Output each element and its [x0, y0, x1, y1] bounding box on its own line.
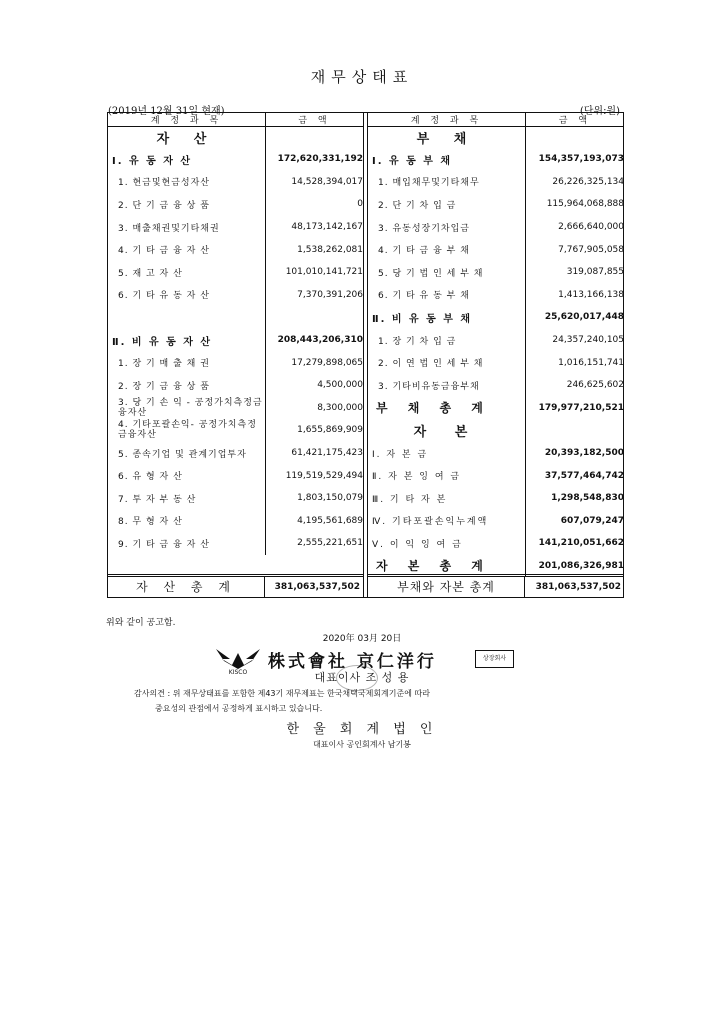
table-row [108, 284, 363, 307]
table-row [368, 442, 624, 465]
account-name: 4. 기 타 금 융 자 산 [108, 238, 266, 261]
table-row [108, 216, 363, 239]
liabilities-table [368, 113, 624, 577]
amount-value: 101,010,141,721 [285, 267, 363, 278]
svg-text:KISCO: KISCO [228, 669, 248, 675]
table-row [368, 374, 624, 397]
amount-value: 2,555,221,651 [297, 538, 363, 549]
notice-text: 위와 같이 공고함. [106, 618, 176, 628]
amount-value: 115,964,068,888 [546, 199, 624, 210]
amount-value [526, 419, 625, 442]
page-title: 재무상태표 [310, 68, 414, 86]
account-name: 7. 투 자 부 동 산 [108, 487, 266, 510]
amount-value: 246,625,602 [566, 380, 624, 391]
table-row [368, 238, 624, 261]
amount-value: 61,421,175,423 [291, 448, 363, 459]
account-name: Ⅱ. 비 유 동 자 산 [108, 329, 266, 352]
assets-total-label: 자 산 총 계 [108, 577, 265, 597]
amount-value: 1,538,262,081 [297, 244, 363, 255]
header-amount: 금 액 [526, 113, 625, 127]
account-name: 9. 기 타 금 융 자 산 [108, 532, 266, 555]
account-name: 3. 당 기 손 익 - 공정가치측정금융자산 [108, 397, 266, 420]
amount-value: 1,413,166,138 [558, 289, 624, 300]
amount-value: 208,443,206,310 [277, 335, 363, 346]
amount-value: 2,666,640,000 [558, 222, 624, 233]
table-row [108, 171, 363, 194]
account-name: 6. 기 타 유 동 자 산 [108, 284, 266, 307]
account-name: 4. 기 타 금 융 부 채 [368, 238, 526, 261]
amount-value: 25,620,017,448 [544, 312, 624, 323]
header-row [368, 113, 624, 127]
assets-column [108, 113, 364, 597]
subtotal-row [368, 397, 624, 420]
as-of-date: (2019년 12월 31일 현재) [108, 106, 225, 117]
table-row [108, 193, 363, 216]
table-row [108, 351, 363, 374]
account-name: 3. 매출채권및기타채권 [108, 216, 266, 239]
liabilities-equity-column [367, 113, 624, 597]
account-name: 2. 단 기 차 입 금 [368, 193, 526, 216]
table-row [108, 148, 363, 171]
header-amount: 금 액 [266, 113, 364, 127]
table-row [108, 487, 363, 510]
liabilities-equity-total-label: 부채와 자본 총계 [368, 577, 525, 597]
account-name [108, 306, 266, 329]
account-name: 1. 현금및현금성자산 [108, 171, 266, 194]
table-row [108, 510, 363, 533]
auditor-firm: 한 울 회 계 법 인 [286, 722, 438, 737]
unit-label: (단위:원) [579, 106, 620, 117]
table-row [108, 329, 363, 352]
account-name: 3. 기타비유동금융부채 [368, 374, 526, 397]
ceo-name: 대표이사 조 성 용 [314, 671, 410, 684]
publication-date: 2020年 03月 20日 [322, 634, 402, 644]
amount-value: 24,357,240,105 [552, 335, 624, 346]
table-row [368, 171, 624, 194]
account-name: Ⅴ. 이 익 잉 여 금 [368, 532, 526, 555]
amount-value: 154,357,193,073 [538, 154, 624, 165]
table-row [368, 351, 624, 374]
amount-value: 319,087,855 [566, 267, 624, 278]
account-name: Ⅱ. 비 유 동 부 채 [368, 306, 526, 329]
table-row [368, 419, 624, 442]
amount-value: 7,767,905,058 [558, 244, 624, 255]
account-name: Ⅱ. 자 본 잉 여 금 [368, 464, 526, 487]
table-row [368, 306, 624, 329]
amount-value: 48,173,142,167 [291, 222, 363, 233]
account-name: 1. 장 기 차 입 금 [368, 329, 526, 352]
header-row [108, 113, 363, 127]
amount-value: 26,226,325,134 [552, 176, 624, 187]
amount-value: 8,300,000 [317, 402, 363, 413]
table-row [108, 397, 363, 420]
liabilities-section-title: 부 채 [368, 127, 526, 149]
table-row [108, 464, 363, 487]
table-row [108, 419, 363, 442]
amount-value: 0 [357, 199, 363, 210]
amount-value: 20,393,182,500 [544, 448, 624, 459]
account-name: 1. 매입채무및기타채무 [368, 171, 526, 194]
auditor-ceo: 대표이사 공인회계사 남기봉 [313, 740, 411, 749]
liabilities-equity-total-row [368, 574, 624, 597]
account-name: 6. 유 형 자 산 [108, 464, 266, 487]
section-row [108, 127, 363, 149]
table-row [108, 238, 363, 261]
account-name: 3. 유동성장기차입금 [368, 216, 526, 239]
amount-value: 1,016,151,741 [558, 357, 624, 368]
account-name: 자 본 [368, 419, 526, 442]
table-row [368, 284, 624, 307]
account-name: Ⅰ. 유 동 부 채 [368, 148, 526, 171]
assets-total-row [108, 574, 363, 597]
account-name: Ⅰ. 자 본 금 [368, 442, 526, 465]
amount-value: 179,977,210,521 [538, 402, 624, 413]
account-name: Ⅰ. 유 동 자 산 [108, 148, 266, 171]
balance-sheet-table [107, 112, 624, 598]
table-row [108, 374, 363, 397]
audit-opinion-line2: 중요성의 관점에서 공정하게 표시하고 있습니다. [155, 704, 323, 713]
account-name: 2. 단 기 금 융 상 품 [108, 193, 266, 216]
account-name: 8. 무 형 자 산 [108, 510, 266, 533]
amount-value: 141,210,051,662 [538, 538, 624, 549]
account-name: 자 본 총 계 [368, 555, 526, 578]
table-row [108, 261, 363, 284]
table-row [108, 306, 363, 329]
amount-value: 201,086,326,981 [538, 560, 624, 571]
account-name: 2. 이 연 법 인 세 부 채 [368, 351, 526, 374]
amount-value: 1,298,548,830 [551, 493, 624, 504]
amount-value: 14,528,394,017 [291, 176, 363, 187]
table-row [108, 532, 363, 555]
assets-total-amount: 381,063,537,502 [274, 582, 360, 592]
account-name: 부 채 총 계 [368, 397, 526, 420]
amount-value: 37,577,464,742 [544, 470, 624, 481]
account-name: 6. 기 타 유 동 부 채 [368, 284, 526, 307]
amount-value: 1,655,869,909 [297, 425, 363, 436]
table-row [108, 442, 363, 465]
account-name: 5. 종속기업 및 관계기업투자 [108, 442, 266, 465]
audit-opinion-line1: 감사의견 : 위 재무상태표를 포함한 제43기 재무제표는 한국채택국제회계기준에 따라 [134, 689, 430, 698]
table-row [368, 532, 624, 555]
account-name: 4. 기타포괄손익- 공정가치측정금융자산 [108, 419, 266, 442]
amount-value: 17,279,898,065 [291, 357, 363, 368]
amount-value: 7,370,391,206 [297, 289, 363, 300]
liabilities-equity-total-amount: 381,063,537,502 [535, 582, 621, 592]
account-name: 5. 당 기 법 인 세 부 채 [368, 261, 526, 284]
account-name: Ⅲ. 기 타 자 본 [368, 487, 526, 510]
table-row [368, 510, 624, 533]
assets-table [108, 113, 363, 555]
header-account: 계 정 과 목 [108, 113, 266, 127]
amount-value: 607,079,247 [560, 515, 624, 526]
table-row [368, 464, 624, 487]
account-name: 1. 장 기 매 출 채 권 [108, 351, 266, 374]
listed-company-badge: 상장회사 [475, 650, 514, 668]
table-row [368, 216, 624, 239]
section-row [368, 127, 624, 149]
amount-value: 4,195,561,689 [297, 515, 363, 526]
table-row [368, 329, 624, 352]
table-row [368, 261, 624, 284]
amount-value: 1,803,150,079 [297, 493, 363, 504]
amount-value [266, 306, 364, 329]
account-name: 5. 재 고 자 산 [108, 261, 266, 284]
table-row [368, 193, 624, 216]
amount-value: 4,500,000 [317, 380, 363, 391]
amount-value: 119,519,529,494 [285, 470, 363, 481]
table-row [368, 487, 624, 510]
company-name: 株式會社 京仁洋行 [268, 652, 437, 672]
header-account: 계 정 과 목 [368, 113, 526, 127]
account-name: 2. 장 기 금 융 상 품 [108, 374, 266, 397]
assets-section-title: 자 산 [108, 127, 266, 149]
amount-value: 172,620,331,192 [277, 154, 363, 165]
account-name: Ⅳ. 기타포괄손익누계액 [368, 510, 526, 533]
table-row [368, 148, 624, 171]
